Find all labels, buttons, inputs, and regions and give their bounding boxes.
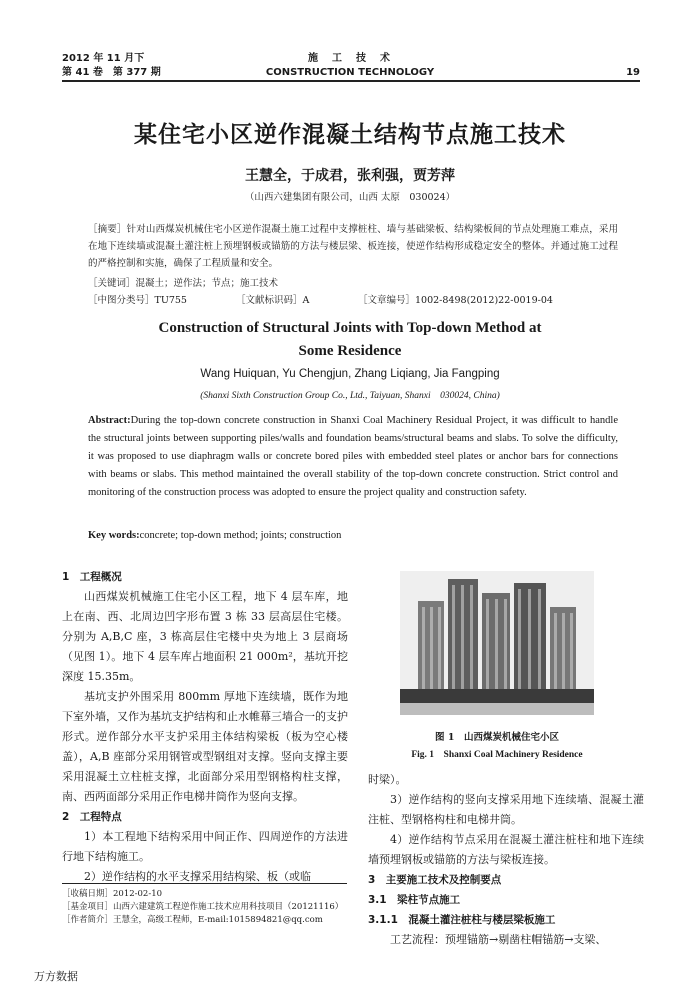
paragraph-4: 2）逆作结构的水平支撑采用结构梁、板（或临 — [84, 870, 311, 883]
paragraph-r4: 工艺流程：预埋锚筋→剔凿柱帽锚筋→支梁、 — [390, 933, 607, 946]
page-number: 19 — [626, 67, 640, 78]
footnote-received: ［收稿日期］2012-02-10 — [62, 889, 163, 899]
section-3-1-1-heading: 3.1.1 混凝土灌注桩柱与楼层梁板施工 — [368, 914, 556, 926]
title-en-line1: Construction of Structural Joints with Top-down Method at — [158, 320, 542, 336]
abstract-en — [88, 412, 618, 502]
section-3-heading: 3 主要施工技术及控制要点 — [368, 874, 502, 886]
header-rule — [62, 80, 640, 82]
title-cn: 某住宅小区逆作混凝土结构节点施工技术 — [134, 121, 566, 148]
residence-building-icon — [400, 571, 594, 715]
watermark: 万方数据 — [34, 970, 78, 983]
section-1-heading: 1 工程概况 — [62, 571, 122, 583]
article-number: ［文章编号］1002-8498(2012)22-0019-04 — [358, 295, 553, 306]
journal-volume: 第 41 卷 第 377 期 — [62, 67, 161, 78]
journal-name-en: CONSTRUCTION TECHNOLOGY — [265, 67, 435, 78]
footnotes — [62, 888, 347, 927]
figure-1-caption-cn: 图 1 山西煤炭机械住宅小区 — [435, 732, 559, 743]
clc-number: ［中图分类号］TU755 — [88, 295, 187, 306]
paragraph-r3: 4）逆作结构节点采用在混凝土灌注桩柱和地下连续墙预埋钢板或锚筋的方法与梁板连接。 — [368, 833, 644, 866]
figure-1-caption-en: Fig. 1 Shanxi Coal Machinery Residence — [411, 750, 583, 760]
figure-1-photo — [400, 571, 594, 715]
affiliation-en: (Shanxi Sixth Construction Group Co., Ltd., Taiyuan, Shanxi 030024, China) — [200, 391, 500, 401]
footnote-rule — [62, 883, 347, 884]
journal-name-cn: 施 工 技 术 — [308, 53, 392, 64]
footnote-funding: ［基金项目］山西六建建筑工程逆作施工技术应用科技项目（20121116） — [62, 902, 344, 912]
section-3-1-heading: 3.1 梁柱节点施工 — [368, 894, 461, 906]
paragraph-3: 1）本工程地下结构采用中间正作、四周逆作的方法进行地下结构施工。 — [62, 830, 348, 863]
abstract-en-text: During the top-down concrete construction in Shanxi Coal Machinery Residual Project, it was difficult to handle the structural joints between supporting piles/walls and foundation beams/structural beams and slabs. To solve the difficulty, it was proposed to use diaphragm walls or concrete bored piles with embedded steel plates or anchor bars for connections with beams or slabs. This method maintained the overall stability of the top-down concrete construction. Strict control and monitoring of the construction process was adopted to ensure the project quality and construction safety. — [88, 415, 618, 498]
abstract-cn: ［摘要］针对山西煤炭机械住宅小区逆作混凝土施工过程中支撑桩柱、墙与基础梁板、结构梁板间的节点处理施工难点，采用在地下连续墙或混凝土灌注桩上预埋钢板或锚筋的方法与楼层梁、板连接，使逆作结构形成稳定安全的整体。并通过施工过程的严格控制和实施，确保了工程质量和安全。 — [88, 224, 618, 269]
keywords-en-label: Key words: — [88, 530, 140, 541]
journal-date: 2012 年 11 月下 — [62, 53, 145, 64]
keywords-en-text: concrete; top-down method; joints; construction — [139, 530, 342, 541]
section-2-heading: 2 工程特点 — [62, 811, 122, 823]
paragraph-r2: 3）逆作结构的竖向支撑采用地下连续墙、混凝土灌注桩、型钢格构柱和电梯井筒。 — [368, 793, 644, 826]
footnote-author: ［作者简介］王慧全，高级工程师，E-mail:1015894821@qq.com — [62, 915, 323, 925]
document-code: ［文献标识码］A — [236, 295, 310, 306]
paragraph-r1: 时梁）。 — [368, 773, 407, 786]
authors-cn: 王慧全，于成君，张利强，贾芳萍 — [245, 168, 455, 184]
authors-en: Wang Huiquan, Yu Chengjun, Zhang Liqiang, Jia Fangping — [200, 368, 500, 380]
title-en — [0, 317, 700, 363]
title-en-line2: Some Residence — [298, 343, 402, 359]
keywords-cn: ［关键词］混凝土；逆作法；节点；施工技术 — [88, 278, 279, 289]
affiliation-cn: （山西六建集团有限公司，山西 太原 030024） — [244, 192, 456, 203]
paragraph-1: 山西煤炭机械施工住宅小区工程，地下 4 层车库，地上在南、西、北周边凹字形布置 3 栋 33 层高层住宅楼。分别为 A,B,C 座，3 栋高层住宅楼中央为地上 3 层商场（见图 1）。地下 4 层车库占地面积 21 000m²，基坑开挖深度 15.35m。 — [62, 590, 348, 683]
paragraph-2: 基坑支护外围采用 800mm 厚地下连续墙，既作为地下室外墙，又作为基坑支护结构和止水帷幕三墙合一的支护形式。逆作部分水平支护采用主体结构梁板（板为空心楼盖），A,B 座部分采用钢管或型钢组对支撑。竖向支撑主要采用混凝土立柱桩支撑，北面部分采用型钢格构柱支撑，南、西两面部分采用正作电梯井筒作为竖向支撑。 — [62, 690, 348, 803]
right-column — [368, 770, 644, 950]
left-column — [62, 567, 348, 887]
abstract-en-label: Abstract: — [88, 415, 131, 426]
keywords-en — [88, 530, 341, 541]
